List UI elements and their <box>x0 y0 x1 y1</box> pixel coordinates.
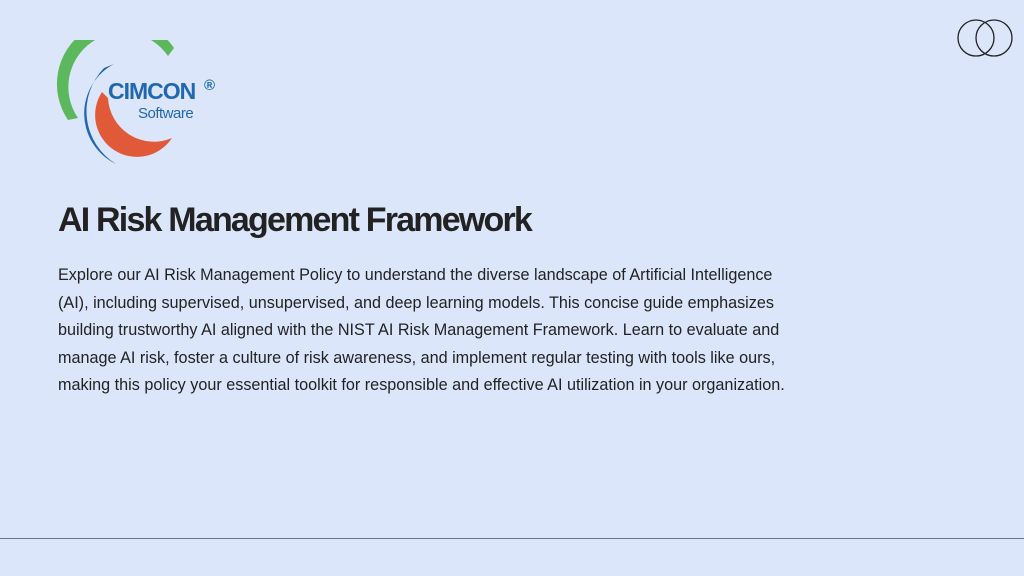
cimcon-logo <box>56 40 236 170</box>
slide-description: Explore our AI Risk Management Policy to understand the diverse landscape of Artificial Intelligence (AI), including supervised, unsupervised, and deep learning models. This concise guide emphasizes building trustworthy AI aligned with the NIST AI Risk Management Framework. Learn to evaluate and manage AI risk, foster a culture of risk awareness, and implement regular testing with tools like ours, making this policy your essential toolkit for responsible and effective AI utilization in your organization. <box>58 266 785 395</box>
logo-brand-text: CIMCON <box>108 78 196 104</box>
footer-divider <box>0 538 1024 539</box>
logo-registered-mark: ® <box>204 77 216 94</box>
logo-subbrand-text: Software <box>138 105 194 122</box>
slide-title: AI Risk Management Framework <box>58 201 531 239</box>
interlocking-circles-icon <box>956 18 1016 60</box>
